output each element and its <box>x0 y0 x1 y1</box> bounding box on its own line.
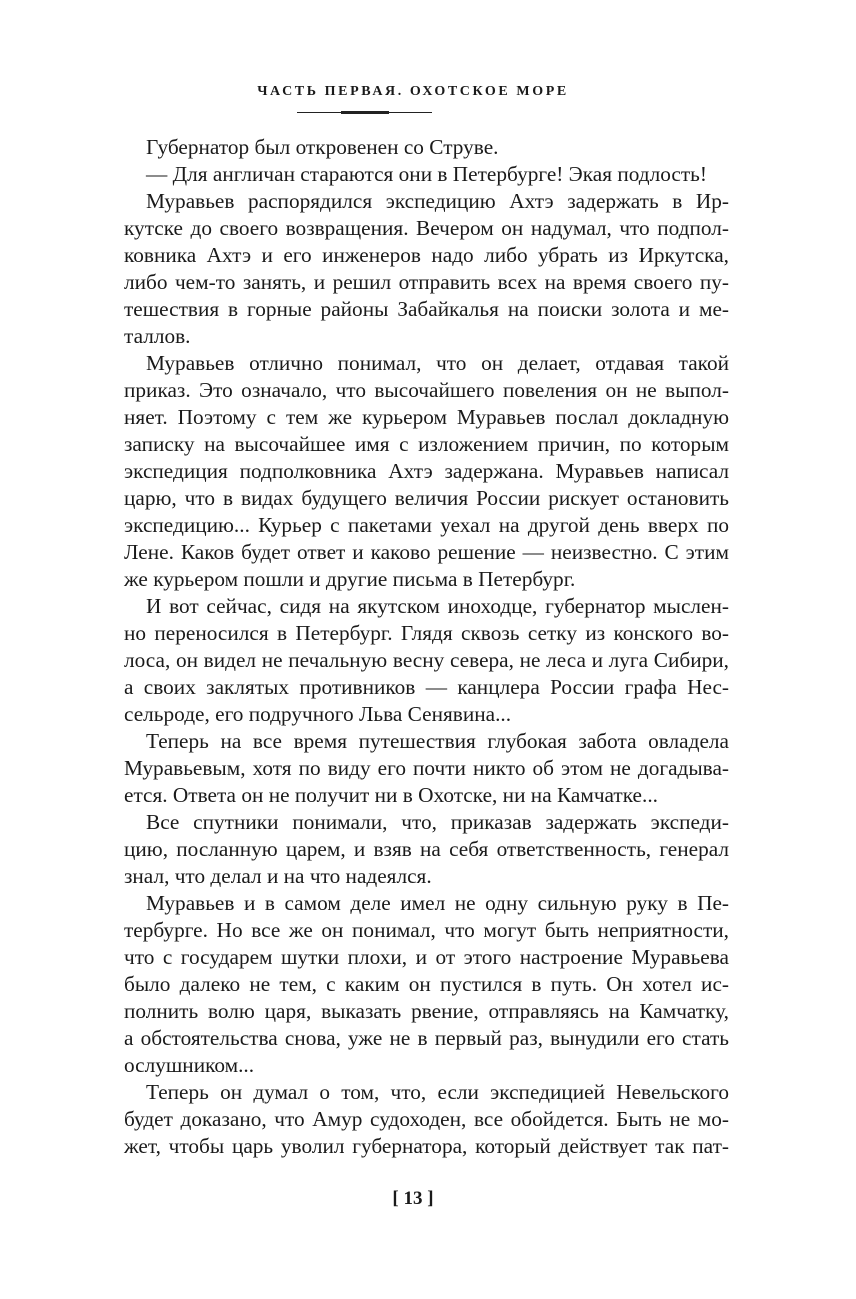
text-line: няет. Поэтому с тем же курьером Муравьев послал докладную <box>124 405 729 429</box>
text-line: тербурге. Но все же он понимал, что могут быть неприятности, <box>124 918 729 942</box>
text-line: сельроде, его подручного Льва Сенявина... <box>124 702 512 726</box>
text-line: кутске до своего возвращения. Вечером он надумал, что подпол- <box>124 216 729 240</box>
text-line: Теперь на все время путешествия глубокая забота овладела <box>146 729 729 753</box>
text-line: было далеко не тем, с каким он пустился в путь. Он хотел ис- <box>124 972 729 996</box>
text-line: будет доказано, что Амур судоходен, все обойдется. Быть не мо- <box>124 1107 729 1131</box>
text-line: ослушником... <box>124 1053 255 1077</box>
text-line: Муравьев отлично понимал, что он делает, отдавая такой <box>146 351 729 375</box>
text-line: Муравьев и в самом деле имел не одну сильную руку в Пе- <box>146 891 729 915</box>
text-line: же курьером пошли и другие письма в Петербург. <box>124 567 576 591</box>
body-text <box>124 134 729 1160</box>
text-line: жет, чтобы царь уволил губернатора, который действует так пат- <box>124 1134 729 1158</box>
text-line: знал, что делал и на что надеялся. <box>124 864 432 888</box>
text-line: Лене. Каков будет ответ и каково решение — неизвестно. С этим <box>124 540 729 564</box>
text-line: но переносился в Петербург. Глядя сквозь сетку из конского во- <box>124 621 729 645</box>
text-line: Муравьев распорядился экспедицию Ахтэ задержать в Ир- <box>146 189 729 213</box>
text-line: лоса, он видел не печальную весну севера, не леса и луга Сибири, <box>124 648 729 672</box>
text-line: тешествия в горные районы Забайкалья на поиски золота и ме- <box>124 297 729 321</box>
header-rule-accent <box>341 111 389 114</box>
text-line: И вот сейчас, сидя на якутском иноходце, губернатор мыслен- <box>146 594 729 618</box>
text-line: царю, что в видах будущего величия России рискует остановить <box>124 486 729 510</box>
text-line: а своих заклятых противников — канцлера России графа Нес- <box>124 675 729 699</box>
text-line: приказ. Это означало, что высочайшего повеления он не выпол- <box>124 378 729 402</box>
text-line: экспедиция подполковника Ахтэ задержана. Муравьев написал <box>124 459 729 483</box>
text-line: Все спутники понимали, что, приказав задержать экспеди- <box>146 810 729 834</box>
text-line: цию, посланную царем, и взяв на себя ответственность, генерал <box>124 837 729 861</box>
text-line: ется. Ответа он не получит ни в Охотске, ни на Камчатке... <box>124 783 658 807</box>
text-line: Муравьевым, хотя по виду его почти никто об этом не догадыва- <box>124 756 729 780</box>
text-line: — Для англичан стараются они в Петербурге! Экая подлость! <box>146 162 707 186</box>
text-line: а обстоятельства снова, уже не в первый раз, вынудили его стать <box>124 1026 729 1050</box>
text-line: либо чем-то занять, и решил отправить всех на время своего пу- <box>124 270 729 294</box>
text-line: таллов. <box>124 324 191 348</box>
text-line: Теперь он думал о том, что, если экспедицией Невельского <box>146 1080 729 1104</box>
text-line: записку на высочайшее имя с изложением причин, по которым <box>124 432 729 456</box>
page-number: [ 13 ] <box>392 1188 434 1209</box>
text-line: Губернатор был откровенен со Струве. <box>146 135 499 159</box>
text-line: ковника Ахтэ и его инженеров надо либо убрать из Иркутска, <box>124 243 729 267</box>
running-header: ЧАСТЬ ПЕРВАЯ. ОХОТСКОЕ МОРЕ <box>257 84 569 99</box>
text-line: полнить волю царя, выказать рвение, отправляясь на Камчатку, <box>124 999 729 1023</box>
text-line: что с государем шутки плохи, и от этого настроение Муравьева <box>124 945 729 969</box>
text-line: экспедицию... Курьер с пакетами уехал на другой день вверх по <box>124 513 729 537</box>
